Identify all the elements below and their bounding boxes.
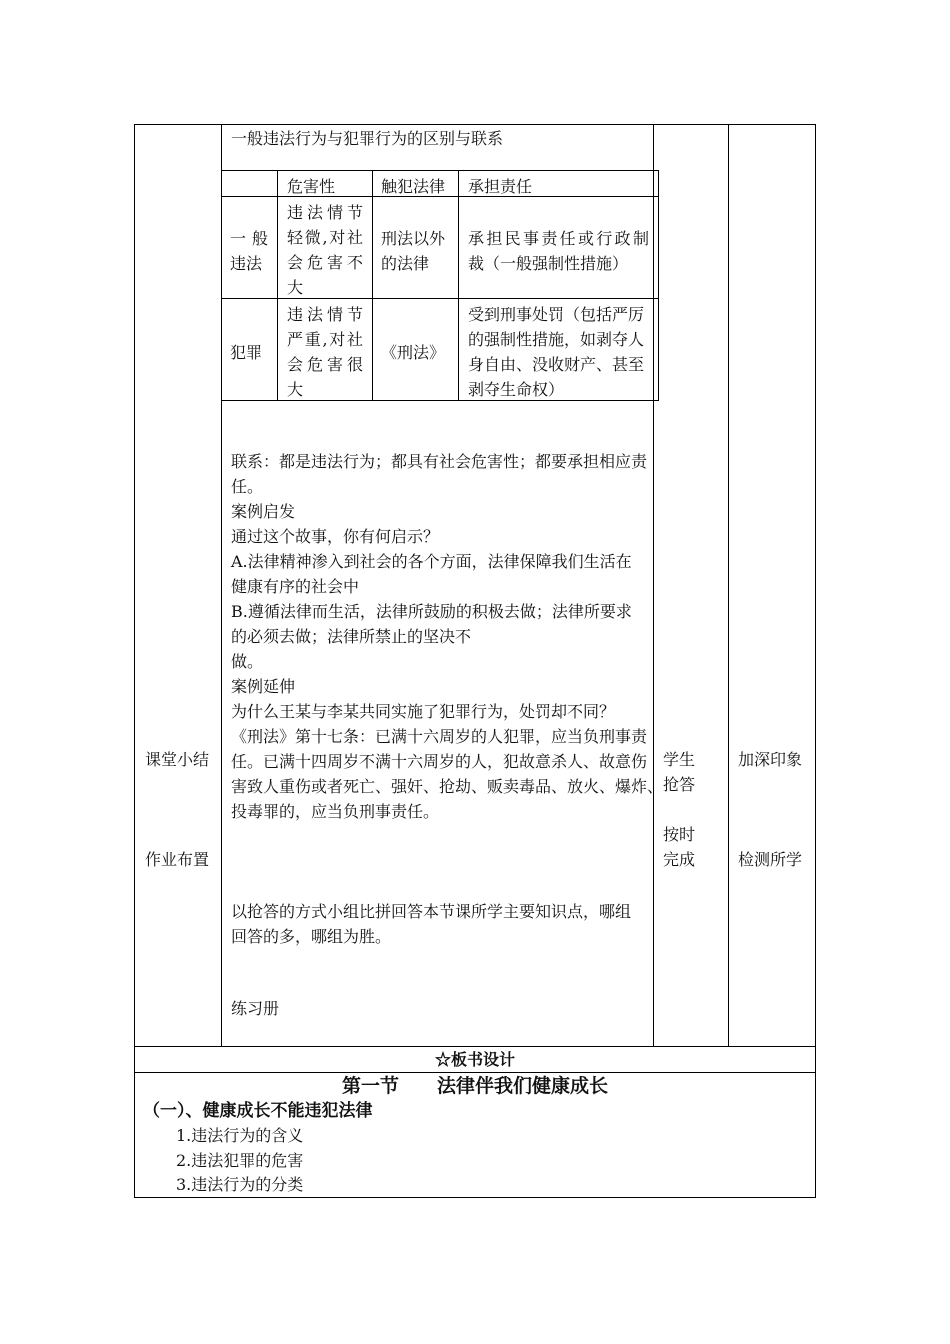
row2-resp-line4: 剥夺生命权） (468, 380, 565, 399)
body-line: 的必须去做；法律所禁止的坚决不 (231, 627, 472, 646)
row2-law: 《刑法》 (381, 343, 446, 362)
body-line: 为什么王某与李某共同实施了犯罪行为，处罚却不同？ (231, 702, 616, 721)
row1-resp-line1: 承担民事责任或行政制 (468, 229, 649, 248)
outer-border-top (134, 124, 816, 125)
row1-harm-line3: 会危害不 (287, 253, 363, 272)
body-line: 害致人重伤或者死亡、强奸、抢劫、贩卖毒品、放火、爆炸、 (231, 777, 664, 796)
design-intent-2: 检测所学 (738, 850, 803, 869)
row1-law-line1: 刑法以外 (381, 229, 446, 248)
inner-table-top (222, 170, 659, 171)
student-activity-2-line2: 完成 (663, 850, 696, 869)
row1-law-line2: 的法律 (381, 254, 430, 273)
body-line: 案例延伸 (231, 677, 296, 696)
table-header-harm: 危害性 (287, 177, 336, 196)
student-activity-1-line2: 抢答 (663, 775, 696, 794)
inner-table-col-1 (277, 170, 278, 401)
board-design-header: ☆板书设计 (434, 1050, 515, 1069)
row1-label-line2: 违法 (230, 254, 263, 273)
inner-table-col-3 (458, 170, 459, 401)
design-intent-1: 加深印象 (738, 750, 803, 769)
outer-border-bottom (134, 1197, 816, 1198)
body-line: 《刑法》第十七条：已满十六周岁的人犯罪，应当负刑事责 (231, 727, 648, 746)
board-item: 3.违法行为的分类 (176, 1175, 304, 1194)
homework-text: 练习册 (231, 999, 280, 1018)
body-line: 联系：都是违法行为；都具有社会危害性；都要承担相应责 (231, 452, 648, 471)
outer-border-left (134, 124, 135, 1198)
row2-harm-line2: 严重,对社 (287, 330, 363, 349)
row2-resp-line1: 受到刑事处罚（包括严厉 (468, 305, 645, 324)
student-activity-2-line1: 按时 (663, 825, 696, 844)
inner-table-col-2 (372, 170, 373, 401)
row1-harm-line2: 轻微,对社 (287, 228, 363, 247)
board-section-title: 第一节 法律伴我们健康成长 (341, 1075, 608, 1097)
row2-harm-line3: 会危害很 (287, 355, 363, 374)
row2-harm-line4: 大 (287, 380, 304, 399)
body-line: 通过这个故事，你有何启示？ (231, 527, 440, 546)
outer-border-right (815, 124, 816, 1198)
row1-resp-line2: 裁（一般强制性措施） (468, 254, 629, 273)
quiz-line: 回答的多，哪组为胜。 (231, 927, 392, 946)
inner-table-right (658, 170, 659, 401)
column-divider-1 (221, 124, 222, 1047)
homework-label: 作业布置 (145, 850, 210, 869)
quiz-line: 以抢答的方式小组比拼回答本节课所学主要知识点，哪组 (231, 902, 632, 921)
board-item: 2.违法犯罪的危害 (176, 1151, 304, 1170)
summary-label: 课堂小结 (145, 750, 210, 769)
body-line: 做。 (231, 652, 264, 671)
column-divider-3 (728, 124, 729, 1047)
table-title: 一般违法行为与犯罪行为的区别与联系 (231, 129, 504, 148)
row2-resp-line2: 的强制性措施，如剥夺人 (468, 330, 645, 349)
board-item: 1.违法行为的含义 (176, 1126, 304, 1145)
body-line: 任。 (231, 477, 264, 496)
body-line: 任。已满十四周岁不满十六周岁的人，犯故意杀人、故意伤 (231, 752, 648, 771)
column-divider-2 (653, 124, 654, 1047)
row2-resp-line3: 身自由、没收财产、甚至 (468, 355, 645, 374)
body-line: 健康有序的社会中 (231, 577, 360, 596)
body-line: 投毒罪的，应当负刑事责任。 (231, 802, 440, 821)
board-subsection: （一）、健康成长不能违犯法律 (143, 1101, 373, 1121)
row1-harm-line1: 违法情节 (287, 203, 363, 222)
table-header-responsibility: 承担责任 (468, 177, 533, 196)
body-line: 案例启发 (231, 502, 296, 521)
body-line: B.遵循法律而生活，法律所鼓励的积极去做；法律所要求 (231, 602, 632, 621)
row2-label: 犯罪 (230, 343, 263, 362)
student-activity-1-line1: 学生 (663, 750, 696, 769)
row2-harm-line1: 违法情节 (287, 305, 363, 324)
row1-harm-line4: 大 (287, 278, 304, 297)
row1-label-line1: 一 般 (230, 229, 268, 248)
table-header-law: 触犯法律 (381, 177, 446, 196)
body-line: A.法律精神渗入到社会的各个方面，法律保障我们生活在 (231, 552, 632, 571)
